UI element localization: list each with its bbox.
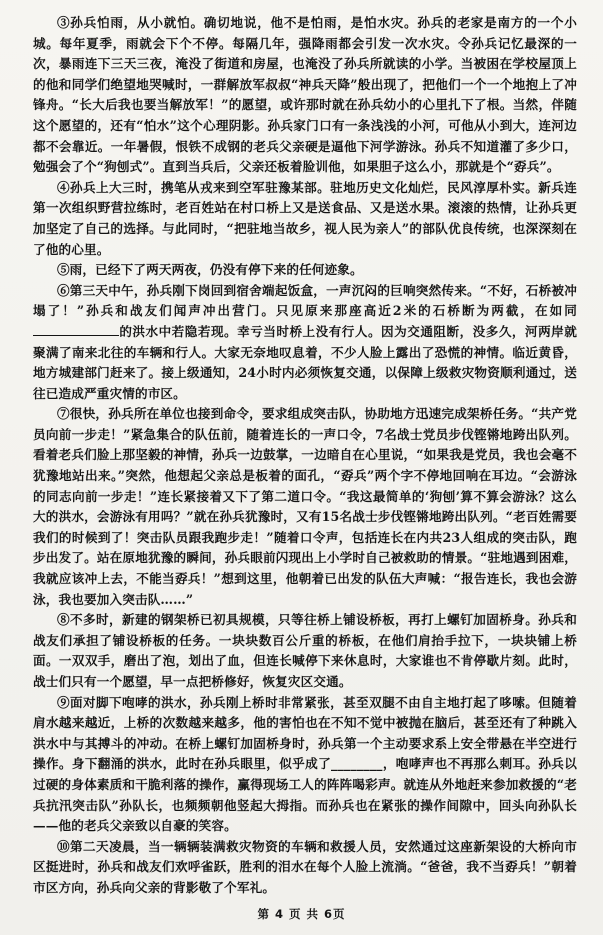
paragraph-6-text-after: 的洪水中若隐若现。幸亏当时桥上没有行人。因为交通阻断，没多久，河两岸就聚满了南来北往的车辆和行人。大家无奈地叹息着，不少人脸上露出了恐慌的神情。临近黄昏，地方城建部门赶来了。接上级通知，24小时内必须恢复交通，以保障上级救灾物资顺利通过，送往已造成严重灾情的市区。	[33, 323, 577, 401]
paragraph-10: ⑩第二天凌晨，当一辆辆装满救灾物资的车辆和救援人员，安然通过这座新架设的大桥向市区挺进时，孙兵和战友们欢呼雀跃，胜利的泪水在每个人脸上流淌。“爸爸，我不当孬兵！”朝着市区方向，孙兵向父亲的背影敬了个军礼。	[33, 838, 577, 895]
paragraph-6	[33, 281, 577, 405]
paragraph-6-text-before: ⑥第三天中午，孙兵刚下岗回到宿舍端起饭盒，一声沉闷的巨响突然传来。“不好，石桥被冲塌了！”孙兵和战友们闻声冲出营门。只见原来那座高近2米的石桥断为两截，在如同	[33, 282, 577, 319]
fill-in-blank[interactable]	[33, 323, 119, 336]
page-number: 第 4 页 共 6页	[257, 907, 346, 921]
paragraph-8: ⑧不多时，新建的钢架桥已初具规模，只等往桥上铺设桥板，再打上螺钉加固桥身。孙兵和战友们承担了铺设桥板的任务。一块块数百公斤重的桥板，在他们肩抬手拉下，一块块铺上桥面。一双双手，磨出了泡，划出了血，但连长喊停下来休息时，大家谁也不肯停歇片刻。此时，战士们只有一个愿望，早一点把桥修好，恢复灾区交通。	[33, 612, 577, 689]
paragraph-5: ⑤雨，已经下了两天两夜，仍没有停下来的任何迹象。	[56, 262, 363, 278]
paragraph-9: ⑨面对脚下咆哮的洪水，孙兵刚上桥时非常紧张，甚至双腿不由自主地打起了哆嗦。但随着肩水越来越近，上桥的次数越来越多，他的害怕也在不知不觉中被抛在脑后，甚至还有了种跳入洪水中与其搏斗的冲动。在桥上螺钉加固桥身时，孙兵第一个主动要求系上安全带悬在半空进行操作。身下翻涌的洪水，此时在孙兵眼里，似乎成了________，咆哮声也不再那么刺耳。孙兵以过硬的身体素质和干脆利落的操作，赢得现场工人的阵阵喝彩声。就连从外地赶来参加救援的“老兵抗汛突击队”孙队长，也频频朝他竖起大拇指。而孙兵也在紧张的操作间隙中，回头向孙队长——他的老兵父亲致以自豪的笑容。	[33, 694, 577, 834]
paragraph-3: ③孙兵怕雨，从小就怕。确切地说，他不是怕雨，是怕水灾。孙兵的老家是南方的一个小城。每年夏季，雨就会下个不停。每隔几年，强降雨都会引发一次水灾。令孙兵记忆最深的一次，暴雨连下三天三夜，淹没了街道和房屋，也淹没了孙兵所就读的小学。当被困在学校屋顶上的他和同学们绝望地哭喊时，一群解放军叔叔“神兵天降”般出现了，把他们一个一个地抱上了冲锋舟。“长大后我也要当解放军！”的愿望，或许那时就在孙兵幼小的心里扎下了根。当然，伴随这个愿望的，还有“怕水”这个心理阴影。孙兵家门口有一条浅浅的小河，可他从小到大，连河边都不会靠近。一年暑假，恨铁不成钢的老兵父亲硬是逼他下河学游泳。孙兵不知道灌了多少口，勉强会了个“狗刨式”。直到当兵后，父亲还板着脸训他，如果胆子这么小，那就是个“孬兵”。	[33, 15, 577, 175]
paragraph-4: ④孙兵上大三时，携笔从戎来到空军驻豫某部。驻地历史文化灿烂，民风淳厚朴实。新兵连第一次组织野营拉练时，老百姓站在村口桥上又是送食品、又是送水果。滚滚的热情，让孙兵更加坚定了自己的选择。与此同时，“把驻地当故乡，视人民为亲人”的部队优良传统，也深深刻在了他的心里。	[33, 179, 577, 257]
paragraph-7: ⑦很快，孙兵所在单位也接到命令，要求组成突击队，协助地方迅速完成架桥任务。“共产党员向前一步走！”紧急集合的队伍前，随着连长的一声口令，7名战士党员步伐铿锵地跨出队列。看着老兵们脸上那坚毅的神情，孙兵一边鼓掌，一边暗自在心里说，“如果我是党员，我也会毫不犹豫地站出来。”突然，他想起父亲总是板着的面孔，“孬兵”两个字不停地回响在耳边。“会游泳的同志向前一步走！”连长紧接着又下了第二道口令。“我这最简单的‘狗刨’算不算会游泳？这么大的洪水，会游泳有用吗？”就在孙兵犹豫时，又有15名战士步伐铿锵地跨出队列。“老百姓需要我们的时候到了！突击队员跟我跑步走！”随着口令声，包括连长在内共23人组成的突击队，跑步出发了。站在原地犹豫的瞬间，孙兵眼前闪现出上小学时自己被救助的情景。“驻地遇到困难，我就应该冲上去，不能当孬兵！”想到这里，他朝着已出发的队伍大声喊：“报告连长，我也会游泳，我也要加入突击队……”	[33, 406, 577, 607]
